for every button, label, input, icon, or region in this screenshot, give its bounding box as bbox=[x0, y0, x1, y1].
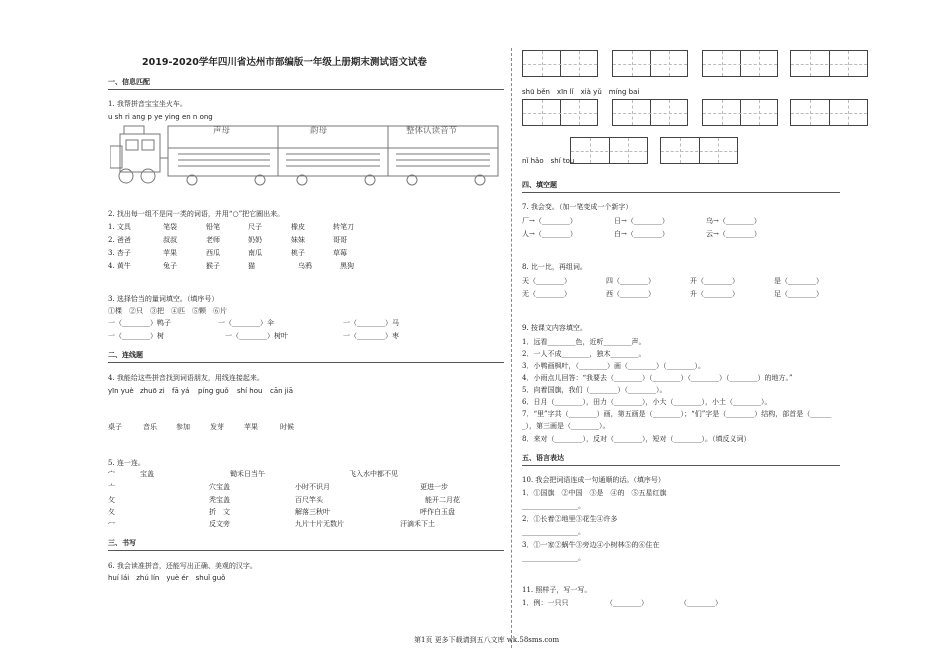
q5-radical-name[interactable]: 宝盖 bbox=[140, 470, 154, 478]
page-footer: 第1页 更多下载请到五八文库 wk.58sms.com bbox=[414, 636, 560, 644]
q7-blank[interactable]: 人→（________） bbox=[522, 230, 577, 238]
q2-cell: 妹妹 bbox=[291, 236, 305, 244]
q10-text: 10. 我会把词语连成一句通顺的话。（填序号） bbox=[522, 476, 665, 484]
q5-poem-line[interactable]: 百尺竿头 bbox=[295, 496, 323, 504]
q9-line[interactable]: 8．来对（________），反对（________），短对（________）。（填反义词） bbox=[522, 435, 751, 443]
q5-poem-line[interactable]: 解落三秋叶 bbox=[295, 508, 330, 516]
page-title: 2019-2020学年四川省达州市部编版一年级上册期末测试语文试卷 bbox=[142, 57, 427, 68]
q9-line[interactable]: 3．小鸭画枫叶，（________）画（________）（________）。 bbox=[522, 362, 705, 370]
q5-poem-line[interactable]: 飞入水中都不见 bbox=[349, 470, 398, 478]
train-wheel bbox=[119, 169, 133, 183]
q2-cell: 哥哥 bbox=[333, 236, 347, 244]
q10-answer[interactable]: ________________。 bbox=[522, 528, 585, 536]
writing-grid[interactable] bbox=[612, 50, 688, 77]
q2-cell: 4. 黄牛 bbox=[108, 262, 131, 270]
q5-radical-name[interactable]: 折 文 bbox=[209, 508, 230, 516]
writing-grid[interactable] bbox=[790, 99, 868, 126]
section-heading-5: 五、语言表达 bbox=[522, 454, 564, 462]
q4-word[interactable]: 参加 bbox=[176, 423, 190, 431]
q3-blank[interactable]: 一（________）伞 bbox=[218, 319, 274, 327]
q8-blank[interactable]: 足（________） bbox=[774, 290, 823, 298]
q11-blank[interactable]: （________） bbox=[606, 599, 648, 607]
q5-radical[interactable]: 攵 bbox=[108, 496, 115, 504]
q6-pinyin-2: shū běn xīn lǐ xià yǔ míng bai bbox=[522, 88, 640, 96]
q8-blank[interactable]: 无（________） bbox=[522, 290, 571, 298]
q7-blank[interactable]: 日→（________） bbox=[614, 217, 669, 225]
q7-blank[interactable]: 厂→（________） bbox=[522, 217, 577, 225]
q3-blank[interactable]: 一（________）树 bbox=[108, 332, 164, 340]
q2-cell: 苹果 bbox=[163, 249, 177, 257]
writing-grid[interactable] bbox=[570, 137, 648, 164]
q8-blank[interactable]: 西（________） bbox=[606, 290, 655, 298]
q5-radical[interactable]: 冖 bbox=[108, 520, 115, 528]
q8-blank[interactable]: 是（________） bbox=[774, 277, 823, 285]
q9-line[interactable]: 4．小雨点儿回答：“我要去（________）（________）（________）（________）的地方。” bbox=[522, 374, 793, 382]
q2-cell: 尺子 bbox=[248, 223, 262, 231]
q2-cell: 猴子 bbox=[206, 262, 220, 270]
q5-text: 5. 连一连。 bbox=[108, 459, 145, 467]
writing-grid[interactable] bbox=[660, 137, 738, 164]
q5-radical-name[interactable]: 反文旁 bbox=[209, 520, 230, 528]
q2-cell: 转笔刀 bbox=[333, 223, 354, 231]
q2-cell: 老师 bbox=[206, 236, 220, 244]
q8-blank[interactable]: 开（________） bbox=[690, 277, 739, 285]
q2-cell: 笔袋 bbox=[163, 223, 177, 231]
train-chimney bbox=[124, 126, 144, 134]
q5-radical-name[interactable]: 秃宝盖 bbox=[209, 496, 230, 504]
q5-radical-name[interactable]: 穴宝盖 bbox=[209, 483, 230, 491]
q8-blank[interactable]: 天（________） bbox=[522, 277, 571, 285]
section-rule bbox=[108, 89, 504, 90]
q2-cell: 西瓜 bbox=[206, 249, 220, 257]
train-header-shengmu: 声母 bbox=[213, 126, 231, 136]
q2-cell: 桃子 bbox=[291, 249, 305, 257]
q5-poem-line[interactable]: 小时不识月 bbox=[295, 483, 330, 491]
q2-cell: 1. 文具 bbox=[108, 223, 131, 231]
q10-line: 2．①长着②地里③花生④许多 bbox=[522, 515, 618, 523]
q3-options: ①棵 ②只 ③把 ④匹 ⑤颗 ⑥片 bbox=[108, 307, 227, 315]
q6-pinyin-3: nǐ hǎo shí tou bbox=[522, 157, 575, 165]
q2-cell: 叔叔 bbox=[163, 236, 177, 244]
writing-grid[interactable] bbox=[612, 99, 688, 126]
q10-answer[interactable]: ________________。 bbox=[522, 502, 585, 510]
q2-cell: 草莓 bbox=[333, 249, 347, 257]
q5-poem-line[interactable]: 能开二月花 bbox=[425, 496, 460, 504]
section-rule bbox=[522, 465, 840, 466]
q4-pinyin[interactable]: yīn yuè bbox=[108, 387, 134, 395]
q5-poem-line[interactable]: 更进一步 bbox=[420, 483, 448, 491]
q7-blank[interactable]: 云→（________） bbox=[706, 230, 761, 238]
q2-cell: 3. 杏子 bbox=[108, 249, 131, 257]
q10-line: 1．①国旗 ②中国 ③是 ④的 ⑤五星红旗 bbox=[522, 489, 667, 497]
section-heading-2: 二、连线题 bbox=[108, 351, 143, 359]
q9-text: 9. 按课文内容填空。 bbox=[522, 324, 587, 332]
q2-cell: 奶奶 bbox=[248, 236, 262, 244]
q9-line[interactable]: 2．一人不成________，独木________。 bbox=[522, 350, 646, 358]
q11-text: 11. 照样子，写一写。 bbox=[522, 586, 592, 594]
q2-cell: 南瓜 bbox=[248, 249, 262, 257]
q9-line[interactable]: _），第三画是（________）。 bbox=[522, 422, 610, 430]
q3-blank[interactable]: 一（________）枣 bbox=[343, 332, 399, 340]
q1-pinyin: u sh ri ang p ye ying en n ong bbox=[108, 113, 213, 121]
q2-cell: 橡皮 bbox=[291, 223, 305, 231]
q2-cell: 猫 bbox=[248, 262, 255, 270]
q5-radical[interactable]: 宀 bbox=[108, 470, 115, 478]
section-heading-4: 四、填空题 bbox=[522, 181, 557, 189]
q4-pinyin[interactable]: cān jiā bbox=[270, 387, 293, 395]
train-header-zhengti: 整体认读音节 bbox=[406, 126, 458, 136]
q4-word[interactable]: 桌子 bbox=[108, 423, 122, 431]
q4-pinyin[interactable]: fā yá bbox=[172, 387, 190, 395]
q4-word[interactable]: 时候 bbox=[280, 423, 294, 431]
train-wheel bbox=[141, 169, 155, 183]
q10-line: 3．①一家②蜗牛③旁边④小树林⑤的⑥住在 bbox=[522, 541, 660, 549]
q2-text: 2. 找出每一组不是同一类的词语，并用“○”把它圈出来。 bbox=[108, 210, 285, 218]
q6-text: 6. 我会读准拼音，还能写出正确、美观的汉字。 bbox=[108, 562, 257, 570]
q2-cell: 铅笔 bbox=[206, 223, 220, 231]
q4-pinyin[interactable]: shí hou bbox=[237, 387, 263, 395]
q4-word[interactable]: 发芽 bbox=[210, 423, 224, 431]
q7-blank[interactable]: 白→（________） bbox=[614, 230, 669, 238]
q2-cell: 2. 爸爸 bbox=[108, 236, 131, 244]
q7-text: 7. 我会变。（加一笔变成一个新字） bbox=[522, 203, 633, 211]
section-rule bbox=[108, 362, 504, 363]
writing-grid[interactable] bbox=[522, 99, 598, 126]
q5-poem-line[interactable]: 汗滴禾下土 bbox=[400, 520, 435, 528]
q11-example: 1．例：一只只 bbox=[522, 599, 569, 607]
q4-pinyin[interactable]: zhuō zi bbox=[140, 387, 165, 395]
section-heading-3: 三、书写 bbox=[108, 539, 136, 547]
section-rule bbox=[522, 192, 840, 193]
q4-text: 4. 我能给这些拼音找到词语朋友，用线连接起来。 bbox=[108, 374, 264, 382]
train-header-yunmu: 韵母 bbox=[310, 126, 328, 136]
q7-blank[interactable]: 乌→（________） bbox=[706, 217, 761, 225]
section-rule bbox=[108, 550, 504, 551]
q8-blank[interactable]: 升（________） bbox=[690, 290, 739, 298]
column-divider bbox=[511, 48, 512, 648]
q3-blank[interactable]: 一（________）鸭子 bbox=[108, 319, 171, 327]
q5-radical[interactable]: 亠 bbox=[108, 483, 115, 491]
q10-answer[interactable]: ________________。 bbox=[522, 554, 585, 562]
q4-word[interactable]: 音乐 bbox=[143, 423, 157, 431]
q5-poem-line[interactable]: 呼作白玉盘 bbox=[420, 508, 455, 516]
q9-line[interactable]: 7．“里”字共（________）画，第五画是（________）；“们”字是（________）结构，部首是（______ bbox=[522, 410, 832, 418]
q3-blank[interactable]: 一（________）马 bbox=[343, 319, 399, 327]
q3-blank[interactable]: 一（________）树叶 bbox=[225, 332, 288, 340]
q8-text: 8. 比一比，再组词。 bbox=[522, 263, 587, 271]
writing-grid[interactable] bbox=[702, 99, 778, 126]
q5-poem-line[interactable]: 九片十片无数片 bbox=[295, 520, 344, 528]
q6-pinyin-1: huí lái zhú lín yuè ér shuǐ guǒ bbox=[108, 574, 226, 582]
writing-grid[interactable] bbox=[702, 50, 778, 77]
q9-line[interactable]: 6．日月（________），田力（________），小大（________），小土（________）。 bbox=[522, 398, 772, 406]
section-heading-1: 一、信息匹配 bbox=[108, 78, 150, 86]
writing-grid[interactable] bbox=[790, 50, 868, 77]
q2-cell: 乌鸦 bbox=[298, 262, 312, 270]
q11-blank[interactable]: （________） bbox=[680, 599, 722, 607]
q5-radical[interactable]: 夂 bbox=[108, 508, 115, 516]
q8-blank[interactable]: 四（________） bbox=[606, 277, 655, 285]
q2-cell: 黑狗 bbox=[340, 262, 354, 270]
q4-pinyin[interactable]: píng guǒ bbox=[198, 387, 229, 395]
q3-text: 3. 选择恰当的量词填空。（填序号） bbox=[108, 295, 219, 303]
q4-word[interactable]: 苹果 bbox=[244, 423, 258, 431]
q1-text: 1. 我帮拼音宝宝坐火车。 bbox=[108, 100, 187, 108]
writing-grid[interactable] bbox=[522, 50, 598, 77]
q9-line[interactable]: 5．向着国旗，我们（________）（________）。 bbox=[522, 386, 667, 394]
q2-cell: 兔子 bbox=[163, 262, 177, 270]
q9-line[interactable]: 1．远看________色，近听________声。 bbox=[522, 338, 646, 346]
q5-poem-line[interactable]: 锄禾日当午 bbox=[230, 470, 265, 478]
